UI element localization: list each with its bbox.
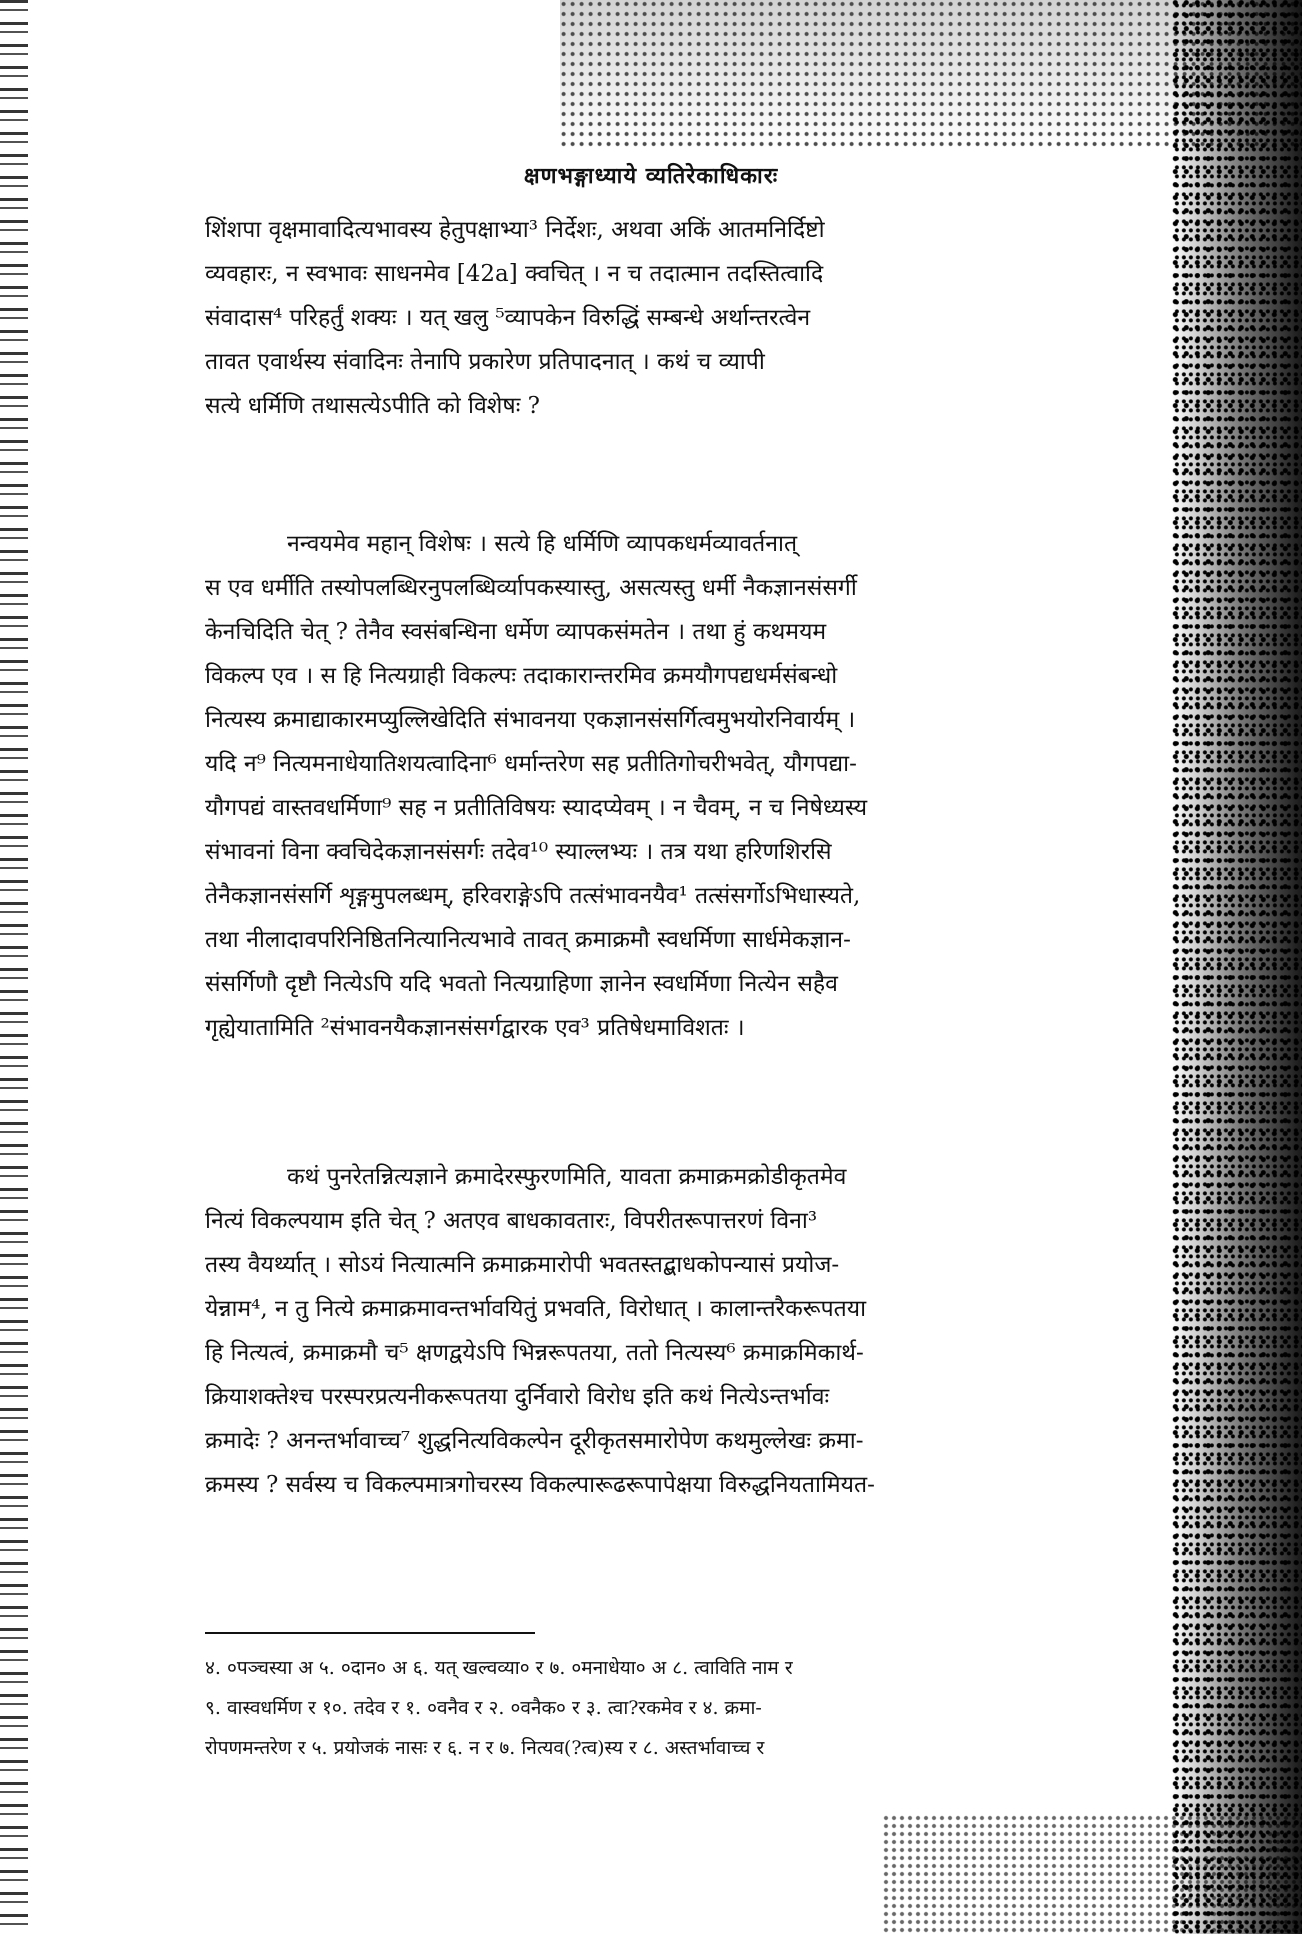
footnote-divider (205, 1632, 535, 1634)
text-line: गृह्येयातामिति ²संभावनयैकज्ञानसंसर्गद्वारक एव³ प्रतिषेधमाविशतः । (205, 1015, 745, 1041)
footnote-line: ४. ०पञ्चस्या अ ५. ०दान० अ ६. यत् खल्वव्या० र ७. ०मनाधेया० अ ८. त्वाविति नाम र (205, 1657, 793, 1679)
text-line: नन्वयमेव महान् विशेषः । सत्ये हि धर्मिणि व्यापकधर्मव्यावर्तनात् (287, 531, 798, 557)
text-line: संसर्गिणौ दृष्टौ नित्येऽपि यदि भवतो नित्यग्राहिणा ज्ञानेन स्वधर्मिणा नित्येन सहैव (205, 971, 838, 997)
text-line: तेनैकज्ञानसंसर्गि शृङ्गमुपलब्धम्, हरिवराङ्गेऽपि तत्संभावनयैव¹ तत्संसर्गोऽभिधास्यते, (205, 883, 861, 909)
text-line: तथा नीलादावपरिनिष्ठितनित्यानित्यभावे तावत् क्रमाक्रमौ स्वधर्मिणा सार्धमेकज्ञान- (205, 927, 851, 953)
text-line: शिंशपा वृक्षमावादित्यभावस्य हेतुपक्षाभ्या³ निर्देशः, अथवा अकिं आतमनिर्दिष्टो (205, 217, 825, 243)
text-line: सत्ये धर्मिणि तथासत्येऽपीति को विशेषः ? (205, 393, 540, 419)
text-line: यदि न⁹ नित्यमनाधेयातिशयत्वादिना⁶ धर्मान्तरेण सह प्रतीतिगोचरीभवेत्, यौगपद्या- (205, 751, 857, 777)
text-line: तस्य वैयर्थ्यात् । सोऽयं नित्यात्मनि क्रमाक्रमारोपी भवतस्तद्बाधकोपन्यासं प्रयोज- (205, 1252, 840, 1278)
footnotes (205, 1648, 1145, 1768)
running-head: क्षणभङ्गाध्याये व्यतिरेकाधिकारः (523, 163, 779, 189)
text-line: क्रमस्य ? सर्वस्य च विकल्पमात्रगोचरस्य विकल्पारूढरूपापेक्षया विरुद्धनियतामियत- (205, 1472, 875, 1498)
footnote-line: ९. वास्वधर्मिण र १०. तदेव र १. ०वनैव र २. ०वनैक० र ३. त्वा?रकमेव र ४. क्रमा- (205, 1697, 762, 1719)
left-binding-shadow (0, 0, 28, 1934)
text-line: क्रमादेः ? अनन्तर्भावाच्च⁷ शुद्धनित्यविकल्पेन दूरीकृतसमारोपेण कथमुल्लेखः क्रमा- (205, 1428, 864, 1454)
text-line: तावत एवार्थस्य संवादिनः तेनापि प्रकारेण प्रतिपादनात् । कथं च व्यापी (205, 349, 765, 375)
text-line: नित्यस्य क्रमाद्याकारमप्युल्लिखेदिति संभावनया एकज्ञानसंसर्गित्वमुभयोरनिवार्यम् । (205, 707, 856, 733)
text-line: कथं पुनरेतन्नित्यज्ञाने क्रमादेरस्फुरणमिति, यावता क्रमाक्रमक्रोडीकृतमेव (287, 1164, 847, 1190)
bottom-scan-noise (882, 1814, 1302, 1934)
footnote-line: रोपणमन्तरेण र ५. प्रयोजकं नासः र ६. न र ७. नित्यव(?त्व)स्य र ८. अस्तर्भावाच्च र (205, 1737, 765, 1759)
text-line: व्यवहारः, न स्वभावः साधनमेव [42a] क्वचित् । न च तदात्मान तदस्तित्वादि (205, 261, 824, 287)
paragraph-2 (205, 522, 1135, 1050)
paragraph-1 (205, 208, 1135, 428)
right-scan-noise (1172, 0, 1302, 1934)
text-line: क्रियाशक्तेश्च परस्परप्रत्यनीकरूपतया दुर्निवारो विरोध इति कथं नित्येऽन्तर्भावः (205, 1384, 830, 1410)
text-line: संभावनां विना क्वचिदेकज्ञानसंसर्गः तदेव¹⁰ स्याल्लभ्यः । तत्र यथा हरिणशिरसि (205, 839, 832, 865)
text-line: स एव धर्मीति तस्योपलब्धिरनुपलब्धिर्व्यापकस्यास्तु, असत्यस्तु धर्मी नैकज्ञानसंसर्गी (205, 575, 857, 601)
text-line: यौगपद्यं वास्तवधर्मिणा⁹ सह न प्रतीतिविषयः स्यादप्येवम् । न चैवम्, न च निषेध्यस्य (205, 795, 868, 821)
text-line: संवादास⁴ परिहर्तुं शक्यः । यत् खलु ⁵व्यापकेन विरुद्धिं सम्बन्धे अर्थान्तरत्वेन (205, 305, 811, 331)
paragraph-3 (205, 1155, 1135, 1507)
text-line: हि नित्यत्वं, क्रमाक्रमौ च⁵ क्षणद्वयेऽपि भिन्नरूपतया, ततो नित्यस्य⁶ क्रमाक्रमिकार्थ- (205, 1340, 864, 1366)
text-line: केनचिदिति चेत् ? तेनैव स्वसंबन्धिना धर्मेण व्यापकसंमतेन । तथा हुं कथमयम (205, 619, 827, 645)
text-line: विकल्प एव । स हि नित्यग्राही विकल्पः तदाकारान्तरमिव क्रमयौगपद्यधर्मसंबन्धो (205, 663, 838, 689)
text-line: येन्नाम⁴, न तु नित्ये क्रमाक्रमावन्तर्भावयितुं प्रभवति, विरोधात् । कालान्तरैकरूपतया (205, 1296, 867, 1322)
text-line: नित्यं विकल्पयाम इति चेत् ? अतएव बाधकावतारः, विपरीतरूपात्तरणं विना³ (205, 1208, 818, 1234)
